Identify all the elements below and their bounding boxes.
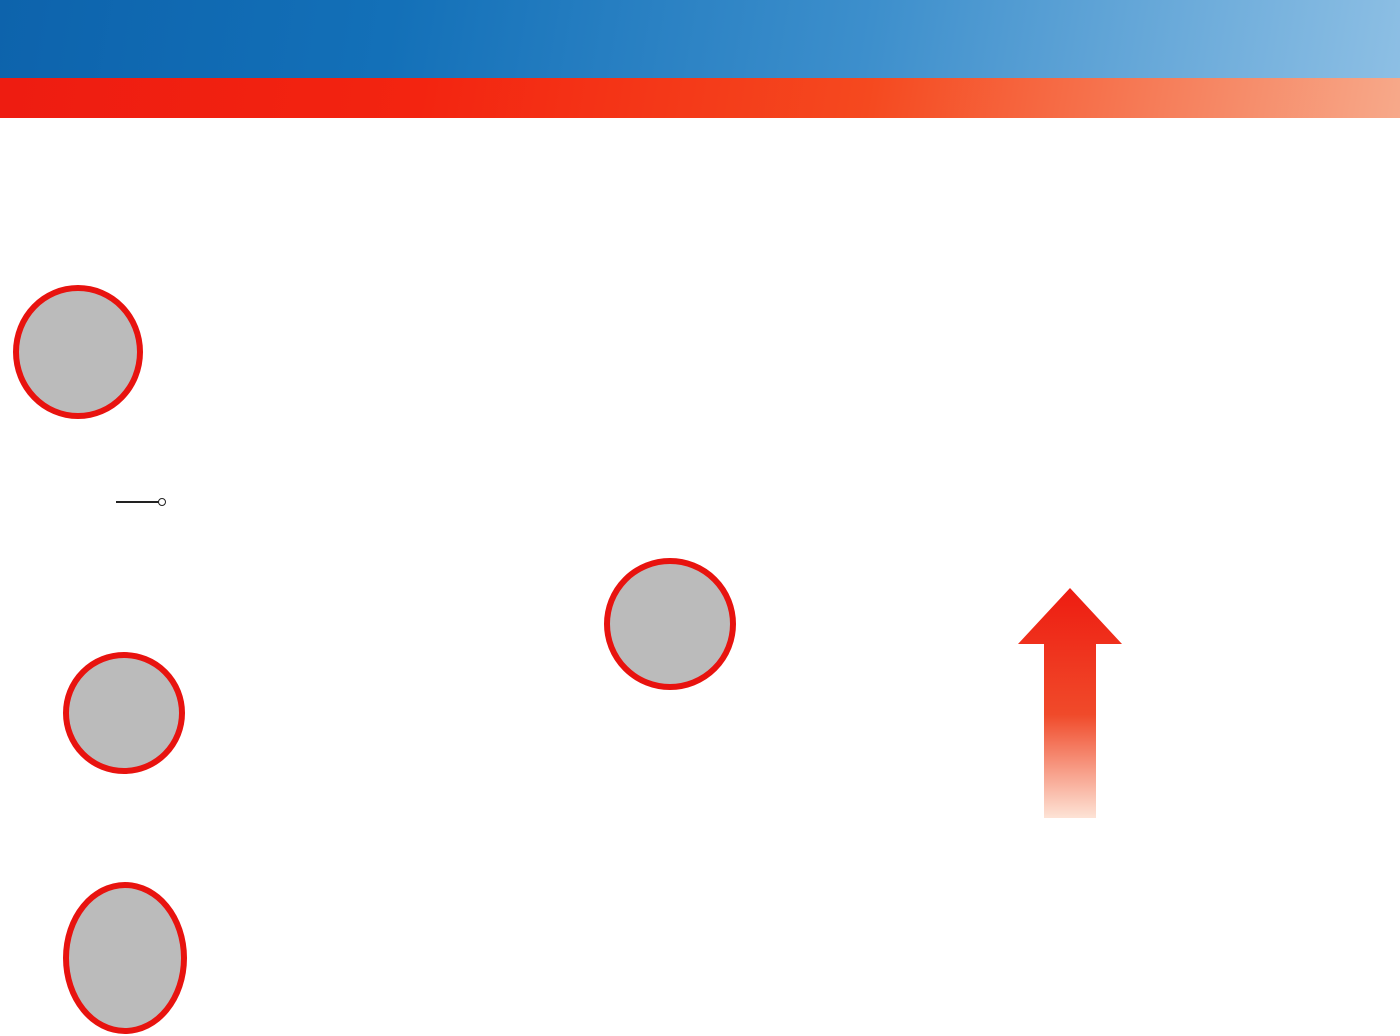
unemployment-legend <box>1000 235 1114 256</box>
header-banner <box>0 0 1400 78</box>
finanse-bars <box>130 330 600 520</box>
ticket-machine-photo <box>63 882 187 1034</box>
legend-swatch-icon <box>1080 235 1104 256</box>
unemployment-axis-labels <box>944 398 1394 416</box>
growth-arrow <box>1018 588 1122 818</box>
legend-item-warszawa <box>1000 235 1034 256</box>
coins-photo <box>13 285 143 419</box>
subheader-banner <box>0 78 1400 118</box>
unemployment-bars <box>944 265 1394 395</box>
debt-leader-dot <box>158 498 166 506</box>
debt-leader-line <box>116 501 160 503</box>
bus-photo <box>63 652 185 774</box>
finanse-legend <box>614 331 623 351</box>
legend-item-krakow <box>1080 235 1114 256</box>
legend-swatch-icon <box>1000 235 1024 256</box>
office-queue-photo <box>604 558 736 690</box>
arrow-up-icon <box>1018 588 1122 818</box>
